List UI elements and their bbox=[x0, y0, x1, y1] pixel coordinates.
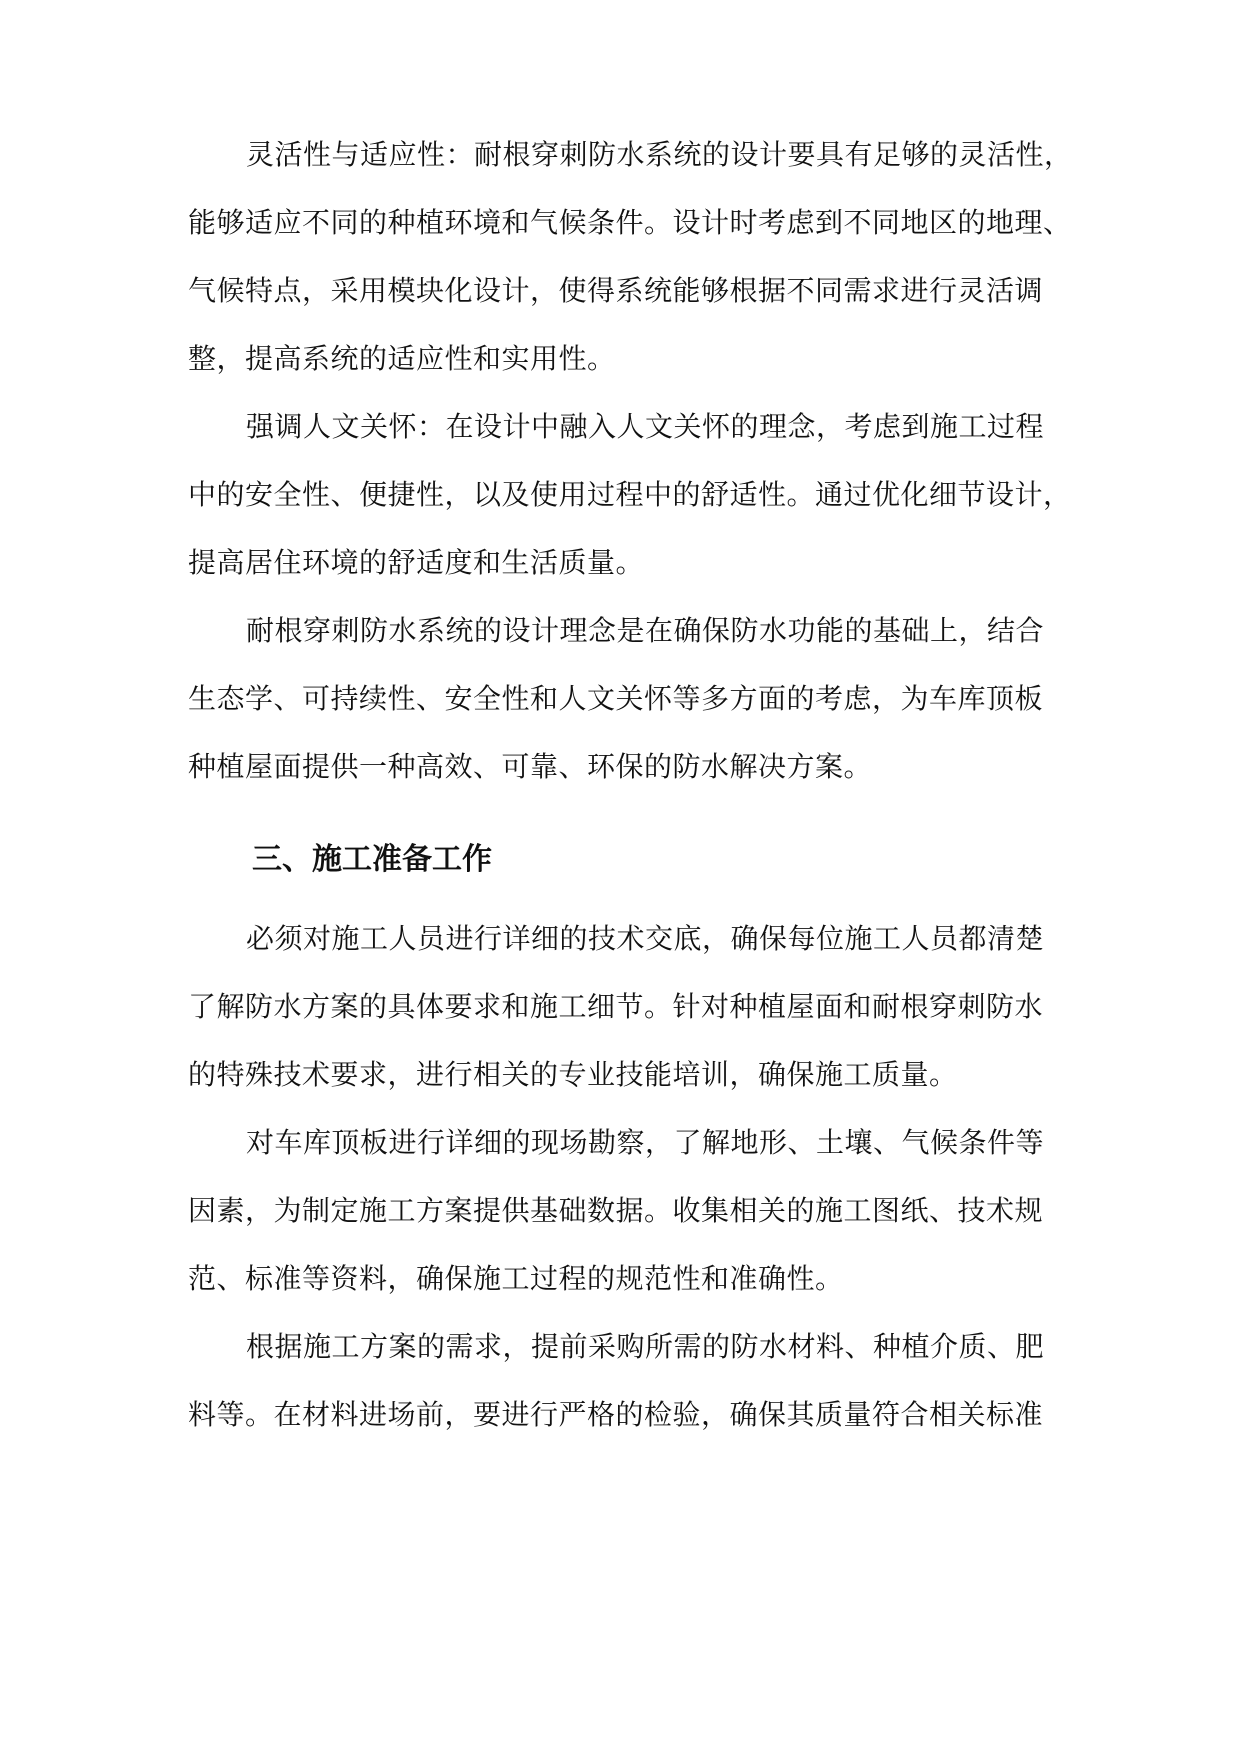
paragraph-line: 生态学、可持续性、安全性和人文关怀等多方面的考虑，为车库顶板 bbox=[188, 682, 1044, 715]
paragraph-line: 必须对施工人员进行详细的技术交底，确保每位施工人员都清楚 bbox=[246, 922, 1045, 955]
paragraph-line: 提高居住环境的舒适度和生活质量。 bbox=[188, 546, 645, 579]
paragraph-line: 因素，为制定施工方案提供基础数据。收集相关的施工图纸、技术规 bbox=[188, 1194, 1044, 1227]
paragraph-line: 灵活性与适应性：耐根穿刺防水系统的设计要具有足够的灵活性， bbox=[246, 138, 1073, 171]
paragraph-line: 气候特点，采用模块化设计，使得系统能够根据不同需求进行灵活调 bbox=[188, 274, 1044, 307]
paragraph-line: 耐根穿刺防水系统的设计理念是在确保防水功能的基础上，结合 bbox=[246, 614, 1045, 647]
paragraph-line: 了解防水方案的具体要求和施工细节。针对种植屋面和耐根穿刺防水 bbox=[188, 990, 1044, 1023]
section-heading: 三、施工准备工作 bbox=[252, 842, 492, 877]
paragraph-line: 整，提高系统的适应性和实用性。 bbox=[188, 342, 616, 375]
paragraph-line: 强调人文关怀：在设计中融入人文关怀的理念，考虑到施工过程 bbox=[246, 410, 1045, 443]
paragraph-line: 的特殊技术要求，进行相关的专业技能培训，确保施工质量。 bbox=[188, 1058, 958, 1091]
paragraph-line: 根据施工方案的需求，提前采购所需的防水材料、种植介质、肥 bbox=[246, 1330, 1045, 1363]
paragraph-line: 能够适应不同的种植环境和气候条件。设计时考虑到不同地区的地理、 bbox=[188, 206, 1072, 239]
paragraph-line: 对车库顶板进行详细的现场勘察，了解地形、土壤、气候条件等 bbox=[246, 1126, 1045, 1159]
paragraph-line: 料等。在材料进场前，要进行严格的检验，确保其质量符合相关标准 bbox=[188, 1398, 1044, 1431]
paragraph-line: 中的安全性、便捷性，以及使用过程中的舒适性。通过优化细节设计， bbox=[188, 478, 1072, 511]
paragraph-line: 范、标准等资料，确保施工过程的规范性和准确性。 bbox=[188, 1262, 844, 1295]
paragraph-line: 种植屋面提供一种高效、可靠、环保的防水解决方案。 bbox=[188, 750, 873, 783]
